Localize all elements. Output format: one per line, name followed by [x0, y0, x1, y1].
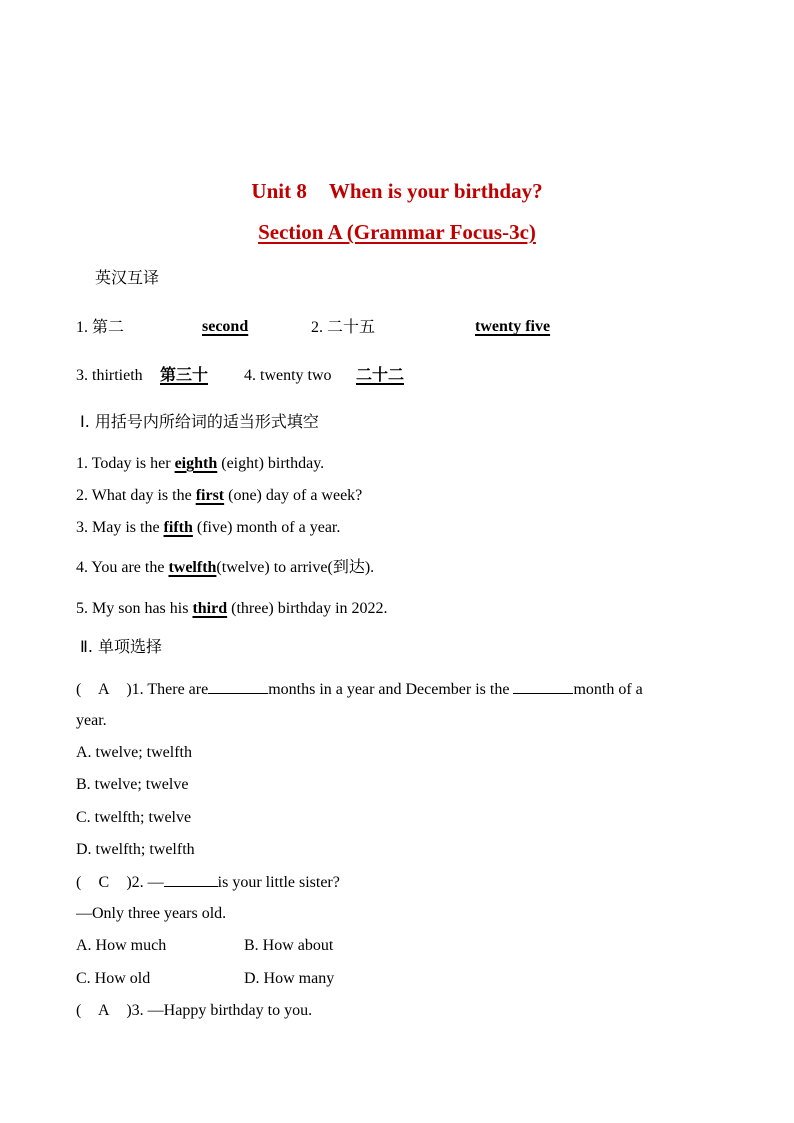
q1-answer: A [98, 681, 110, 698]
part1-answer-3: fifth [163, 519, 193, 536]
unit-title [0, 179, 794, 204]
q1-option-a: A. twelve; twelfth [76, 744, 192, 761]
translate-item-3: 3. thirtieth [76, 367, 143, 384]
part1-answer-2: first [195, 487, 225, 504]
q1-stem-continued: year. [76, 712, 107, 729]
q2-answer: C [98, 874, 110, 891]
part1-item-1: 1. Today is her eighth (eight) birthday. [76, 455, 325, 472]
unit-question: When is your birthday? [328, 179, 543, 203]
part1-item-5: 5. My son has his third (three) birthday in 2022. [76, 600, 388, 617]
q1-option-b: B. twelve; twelve [76, 776, 189, 793]
part1-answer-1: eighth [174, 455, 218, 472]
translate-answer-4: 二十二 [356, 365, 405, 384]
part2-heading: Ⅱ. 单项选择 [80, 637, 163, 656]
translate-item-2: 2. 二十五 [311, 317, 376, 336]
q1-stem: ( A )1. There are months in a year and December is the month of a [76, 681, 643, 698]
section-label: Section A (Grammar Focus-3c) [258, 220, 536, 244]
part1-heading: Ⅰ. 用括号内所给词的适当形式填空 [80, 412, 319, 431]
q2-option-c: C. How old [76, 970, 151, 987]
translate-answer-2: twenty five [475, 318, 551, 335]
q1-blank-1 [208, 679, 268, 694]
part1-answer-5: third [192, 600, 228, 617]
part1-item-4: 4. You are the twelfth(twelve) to arrive(到达). [76, 557, 375, 576]
section-title [0, 220, 794, 245]
translate-heading: 英汉互译 [95, 268, 160, 287]
q1-option-d: D. twelfth; twelfth [76, 841, 195, 858]
q3-answer: A [98, 1002, 110, 1019]
part1-answer-4: twelfth [168, 559, 217, 576]
q2-option-a: A. How much [76, 937, 167, 954]
translate-item-1: 1. 第二 [76, 317, 125, 336]
translate-item-4: 4. twenty two [244, 367, 332, 384]
q2-reply: —Only three years old. [76, 905, 227, 922]
translate-answer-3: 第三十 [160, 365, 209, 384]
part1-item-3: 3. May is the fifth (five) month of a year. [76, 519, 341, 536]
q2-option-d: D. How many [244, 970, 335, 987]
q2-option-b: B. How about [244, 937, 334, 954]
q1-blank-2 [513, 679, 573, 694]
q2-stem: ( C )2. — is your little sister? [76, 874, 340, 891]
q1-option-c: C. twelfth; twelve [76, 809, 192, 826]
q3-stem: ( A )3. —Happy birthday to you. [76, 1002, 313, 1019]
part1-item-2: 2. What day is the first (one) day of a week? [76, 487, 363, 504]
translate-answer-1: second [202, 318, 249, 335]
q2-blank [164, 872, 218, 887]
unit-number: Unit 8 [251, 179, 307, 203]
